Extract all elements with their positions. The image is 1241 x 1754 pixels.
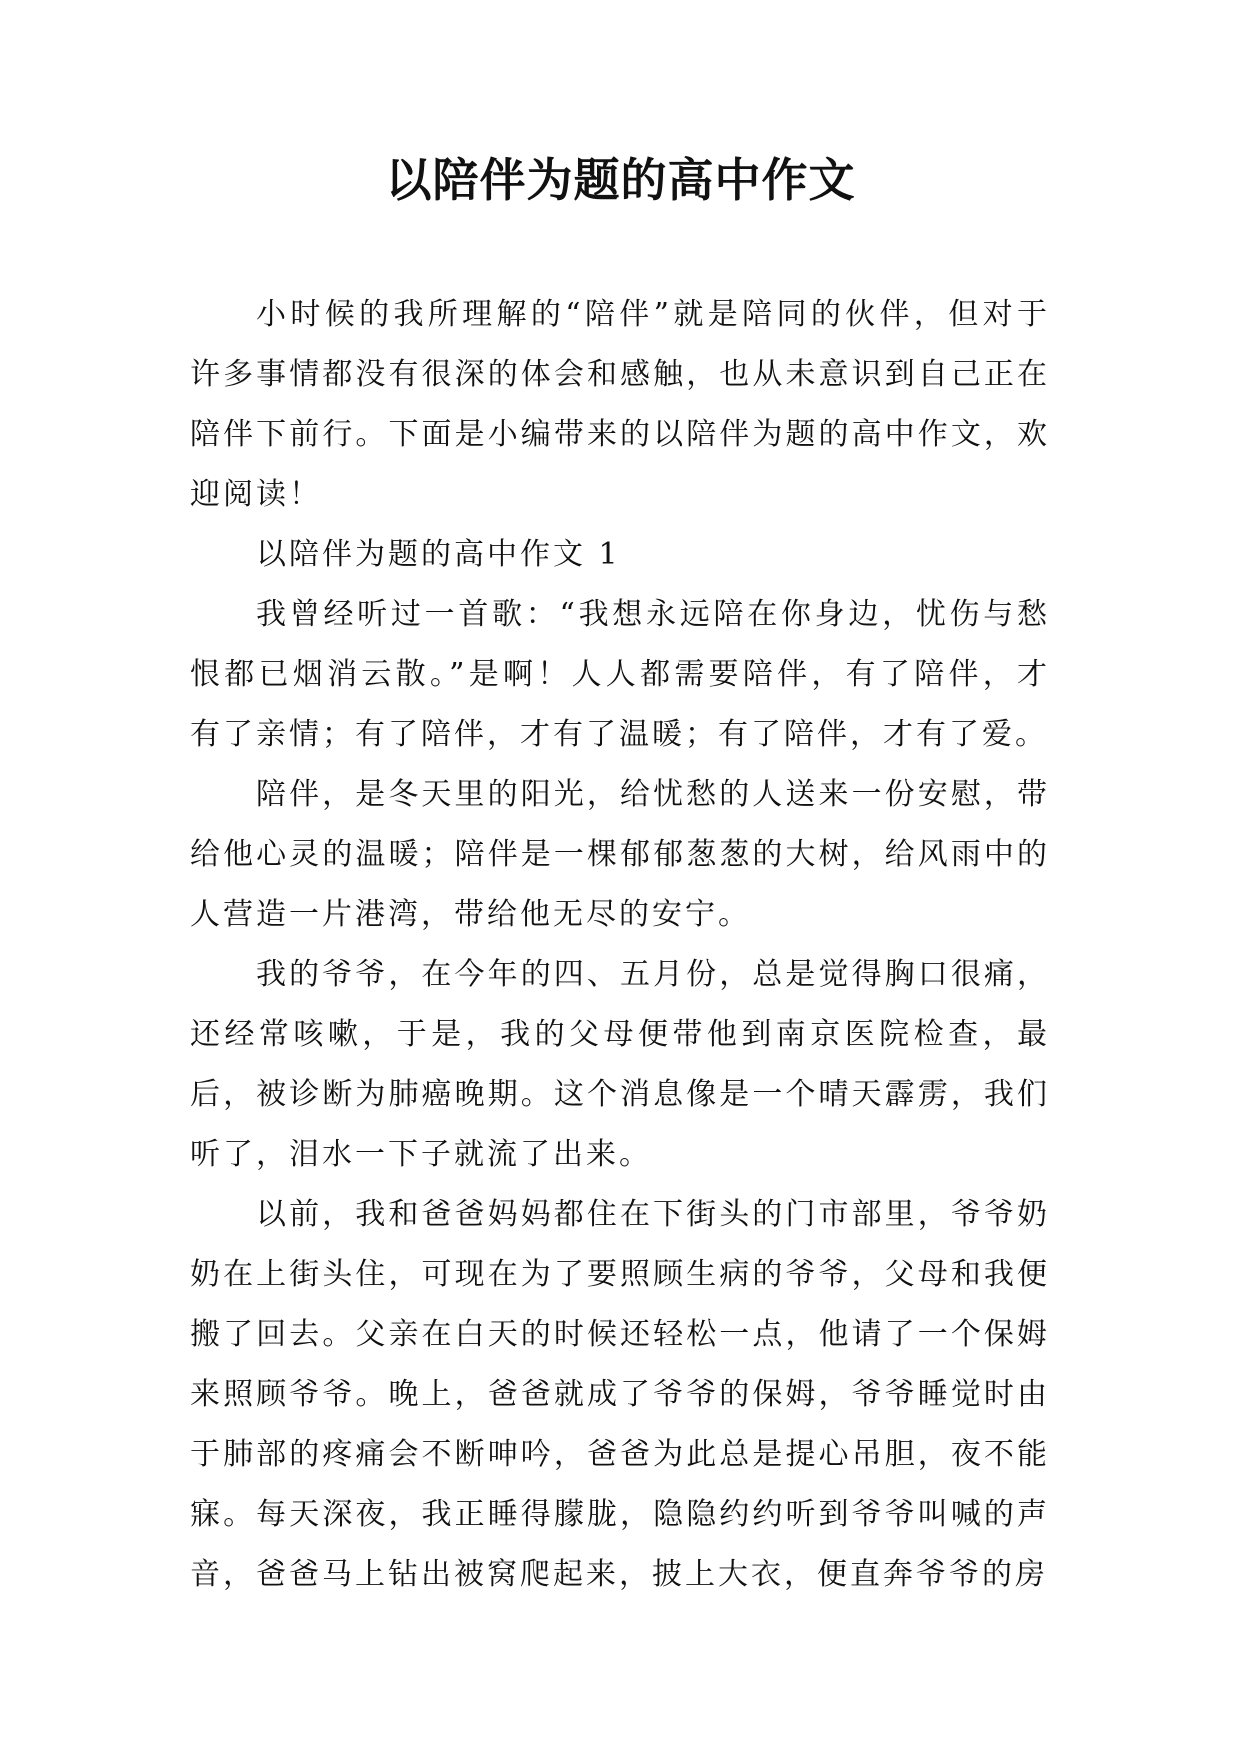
paragraph-grandfather-illness: 我的爷爷，在今年的四、五月份，总是觉得胸口很痛，还经常咳嗽，于是，我的父母便带他到南京医院检查，最后，被诊断为肺癌晚期。这个消息像是一个晴天霹雳，我们听了，泪水一下子就流了出来。 [190, 957, 1050, 1172]
section-heading: 以陪伴为题的高中作文 1 [256, 537, 621, 572]
paragraph-companionship: 陪伴，是冬天里的阳光，给忧愁的人送来一份安慰，带给他心灵的温暖；陪伴是一棵郁郁葱葱的大树，给风雨中的人营造一片港湾，带给他无尽的安宁。 [190, 777, 1050, 932]
paragraph-caring: 以前，我和爸爸妈妈都住在下街头的门市部里，爷爷奶奶在上街头住，可现在为了要照顾生病的爷爷，父母和我便搬了回去。父亲在白天的时候还轻松一点，他请了一个保姆来照顾爷爷。晚上，爸爸就成了爷爷的保姆，爷爷睡觉时由于肺部的疼痛会不断呻吟，爸爸为此总是提心吊胆，夜不能寐。每天深夜，我正睡得朦胧，隐隐约约听到爷爷叫喊的声音，爸爸马上钻出被窝爬起来，披上大衣，便直奔爷爷的房 [190, 1197, 1050, 1592]
paragraph-song: 我曾经听过一首歌：“我想永远陪在你身边，忧伤与愁恨都已烟消云散。”是啊！人人都需要陪伴，有了陪伴，才有了亲情；有了陪伴，才有了温暖；有了陪伴，才有了爱。 [190, 597, 1050, 752]
document-body [190, 285, 1050, 1605]
paragraph-intro: 小时候的我所理解的“陪伴”就是陪同的伙伴，但对于许多事情都没有很深的体会和感触，也从未意识到自己正在陪伴下前行。下面是小编带来的以陪伴为题的高中作文，欢迎阅读！ [190, 297, 1050, 512]
document-title: 以陪伴为题的高中作文 [385, 153, 856, 207]
